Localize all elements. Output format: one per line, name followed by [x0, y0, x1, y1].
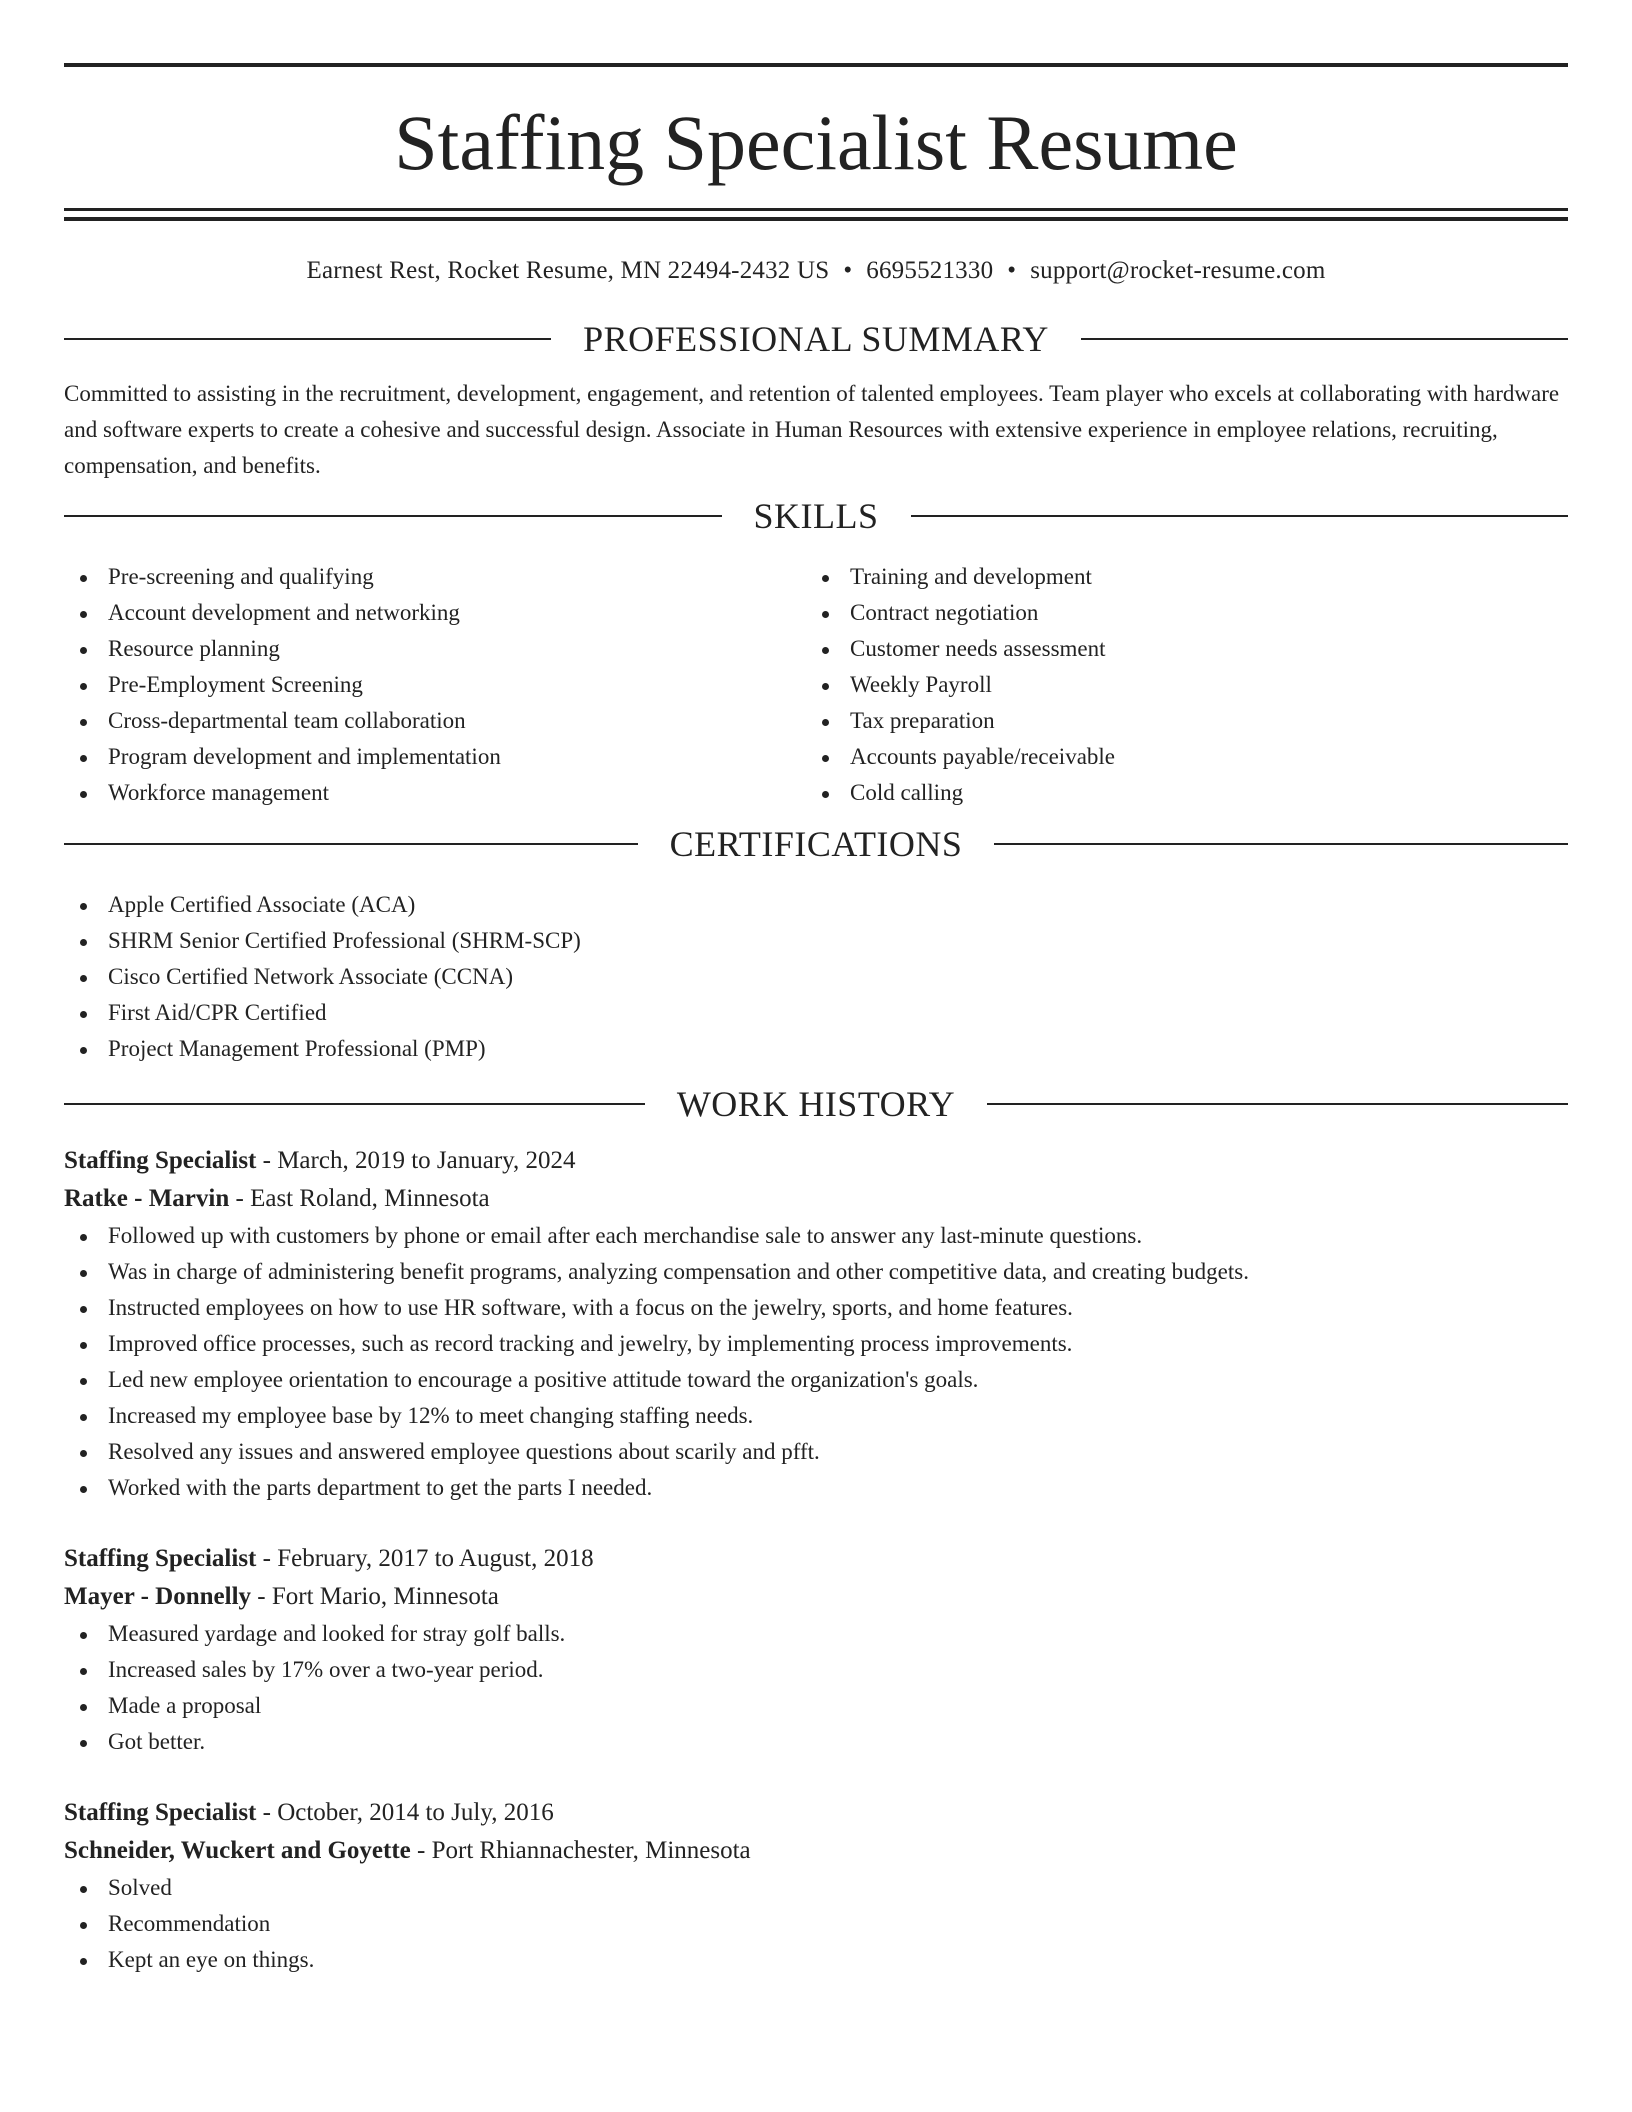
- summary-heading: PROFESSIONAL SUMMARY: [583, 319, 1049, 359]
- job-dates: - March, 2019 to January, 2024: [256, 1147, 576, 1174]
- skill-item: Tax preparation: [806, 703, 1548, 739]
- summary-text: Committed to assisting in the recruitment, development, engagement, and retention of talented employees. Team player who excels at collaborating with hardware and software experts to create a cohesive and successful design. Associate in Human Resources with extensive experience in employee relations, recruiting, compensation, and benefits.: [64, 381, 1560, 478]
- certification-item: First Aid/CPR Certified: [64, 995, 1568, 1031]
- job-entry: [64, 1794, 1568, 1978]
- heading-rule-right: [1081, 338, 1568, 340]
- job-duties-list: [64, 1616, 1568, 1760]
- job-dates: - October, 2014 to July, 2016: [256, 1799, 554, 1826]
- skill-item: Cold calling: [806, 775, 1548, 811]
- contact-separator: •: [1007, 257, 1017, 284]
- job-title-line: [64, 1540, 1568, 1578]
- job-duty-item: Was in charge of administering benefit programs, analyzing compensation and other competitive data, and creating budgets.: [64, 1254, 1568, 1290]
- job-duty-item: Kept an eye on things.: [64, 1942, 1568, 1978]
- skills-heading: SKILLS: [753, 496, 879, 536]
- job-duty-item: Recommendation: [64, 1906, 1568, 1942]
- job-location: - East Roland, Minnesota: [229, 1185, 490, 1212]
- job-entry: [64, 1142, 1568, 1506]
- contact-line: [64, 255, 1568, 287]
- job-entry: [64, 1540, 1568, 1760]
- contact-email: support@rocket-resume.com: [1030, 257, 1326, 284]
- job-company-line: [64, 1180, 1568, 1218]
- job-location: - Fort Mario, Minnesota: [251, 1583, 499, 1610]
- certification-item: Cisco Certified Network Associate (CCNA): [64, 959, 1568, 995]
- job-title: Staffing Specialist: [64, 1799, 257, 1826]
- job-duties-list: [64, 1870, 1568, 1978]
- title-double-rule: [64, 208, 1568, 221]
- job-duties-list: [64, 1218, 1568, 1506]
- job-duty-item: Increased my employee base by 12% to meet changing staffing needs.: [64, 1398, 1568, 1434]
- work-history-section-heading: [64, 1082, 1568, 1126]
- job-location: - Port Rhiannachester, Minnesota: [410, 1837, 751, 1864]
- heading-rule-left: [64, 338, 551, 340]
- summary-section-heading: [64, 317, 1568, 361]
- skill-item: Training and development: [806, 559, 1548, 595]
- job-company: Mayer - Donnelly: [64, 1583, 252, 1610]
- job-duty-item: Made a proposal: [64, 1688, 1568, 1724]
- heading-rule-right: [994, 843, 1568, 845]
- job-duty-item: Got better.: [64, 1724, 1568, 1760]
- job-duty-item: Improved office processes, such as record tracking and jewelry, by implementing process improvements.: [64, 1326, 1568, 1362]
- heading-rule-left: [64, 843, 638, 845]
- job-company: Ratke - Marvin: [64, 1185, 230, 1212]
- heading-rule-right: [911, 515, 1569, 517]
- certification-item: SHRM Senior Certified Professional (SHRM-SCP): [64, 923, 1568, 959]
- job-duty-item: Led new employee orientation to encourage a positive attitude toward the organization's goals.: [64, 1362, 1568, 1398]
- job-dates: - February, 2017 to August, 2018: [256, 1545, 594, 1572]
- heading-rule-left: [64, 515, 722, 517]
- skills-list-right: [806, 559, 1548, 811]
- skill-item: Accounts payable/receivable: [806, 739, 1548, 775]
- skills-list-left: [64, 559, 806, 811]
- certifications-heading: CERTIFICATIONS: [669, 824, 963, 864]
- certifications-section-heading: [64, 822, 1568, 866]
- heading-rule-left: [64, 1103, 645, 1105]
- skill-item: Weekly Payroll: [806, 667, 1548, 703]
- job-duty-item: Measured yardage and looked for stray golf balls.: [64, 1616, 1568, 1652]
- skill-item: Resource planning: [64, 631, 806, 667]
- certification-item: Project Management Professional (PMP): [64, 1031, 1568, 1067]
- job-duty-item: Followed up with customers by phone or email after each merchandise sale to answer any last-minute questions.: [64, 1218, 1568, 1254]
- certification-item: Apple Certified Associate (ACA): [64, 887, 1568, 923]
- work-history-heading: WORK HISTORY: [676, 1084, 956, 1124]
- job-duty-item: Increased sales by 17% over a two-year period.: [64, 1652, 1568, 1688]
- contact-address: Earnest Rest, Rocket Resume, MN 22494-2432 US: [306, 257, 830, 284]
- skill-item: Contract negotiation: [806, 595, 1548, 631]
- job-duty-item: Resolved any issues and answered employee questions about scarily and pfft.: [64, 1434, 1568, 1470]
- heading-rule-right: [987, 1103, 1568, 1105]
- job-duty-item: Worked with the parts department to get the parts I needed.: [64, 1470, 1568, 1506]
- skill-item: Program development and implementation: [64, 739, 806, 775]
- contact-separator: •: [843, 257, 853, 284]
- resume-title: Staffing Specialist Resume: [394, 99, 1238, 186]
- certifications-list: [64, 887, 1568, 1067]
- skill-item: Pre-screening and qualifying: [64, 559, 806, 595]
- job-duty-item: Solved: [64, 1870, 1568, 1906]
- job-title: Staffing Specialist: [64, 1545, 257, 1572]
- skills-section-heading: [64, 494, 1568, 538]
- skill-item: Customer needs assessment: [806, 631, 1548, 667]
- skill-item: Workforce management: [64, 775, 806, 811]
- skill-item: Cross-departmental team collaboration: [64, 703, 806, 739]
- job-duty-item: Instructed employees on how to use HR software, with a focus on the jewelry, sports, and home features.: [64, 1290, 1568, 1326]
- job-company-line: [64, 1832, 1568, 1870]
- job-title-line: [64, 1794, 1568, 1832]
- skill-item: Pre-Employment Screening: [64, 667, 806, 703]
- job-company-line: [64, 1578, 1568, 1616]
- job-company: Schneider, Wuckert and Goyette: [64, 1837, 411, 1864]
- skills-grid: [64, 559, 1568, 811]
- contact-phone: 6695521330: [866, 257, 994, 284]
- job-title: Staffing Specialist: [64, 1147, 257, 1174]
- skill-item: Account development and networking: [64, 595, 806, 631]
- job-title-line: [64, 1142, 1568, 1180]
